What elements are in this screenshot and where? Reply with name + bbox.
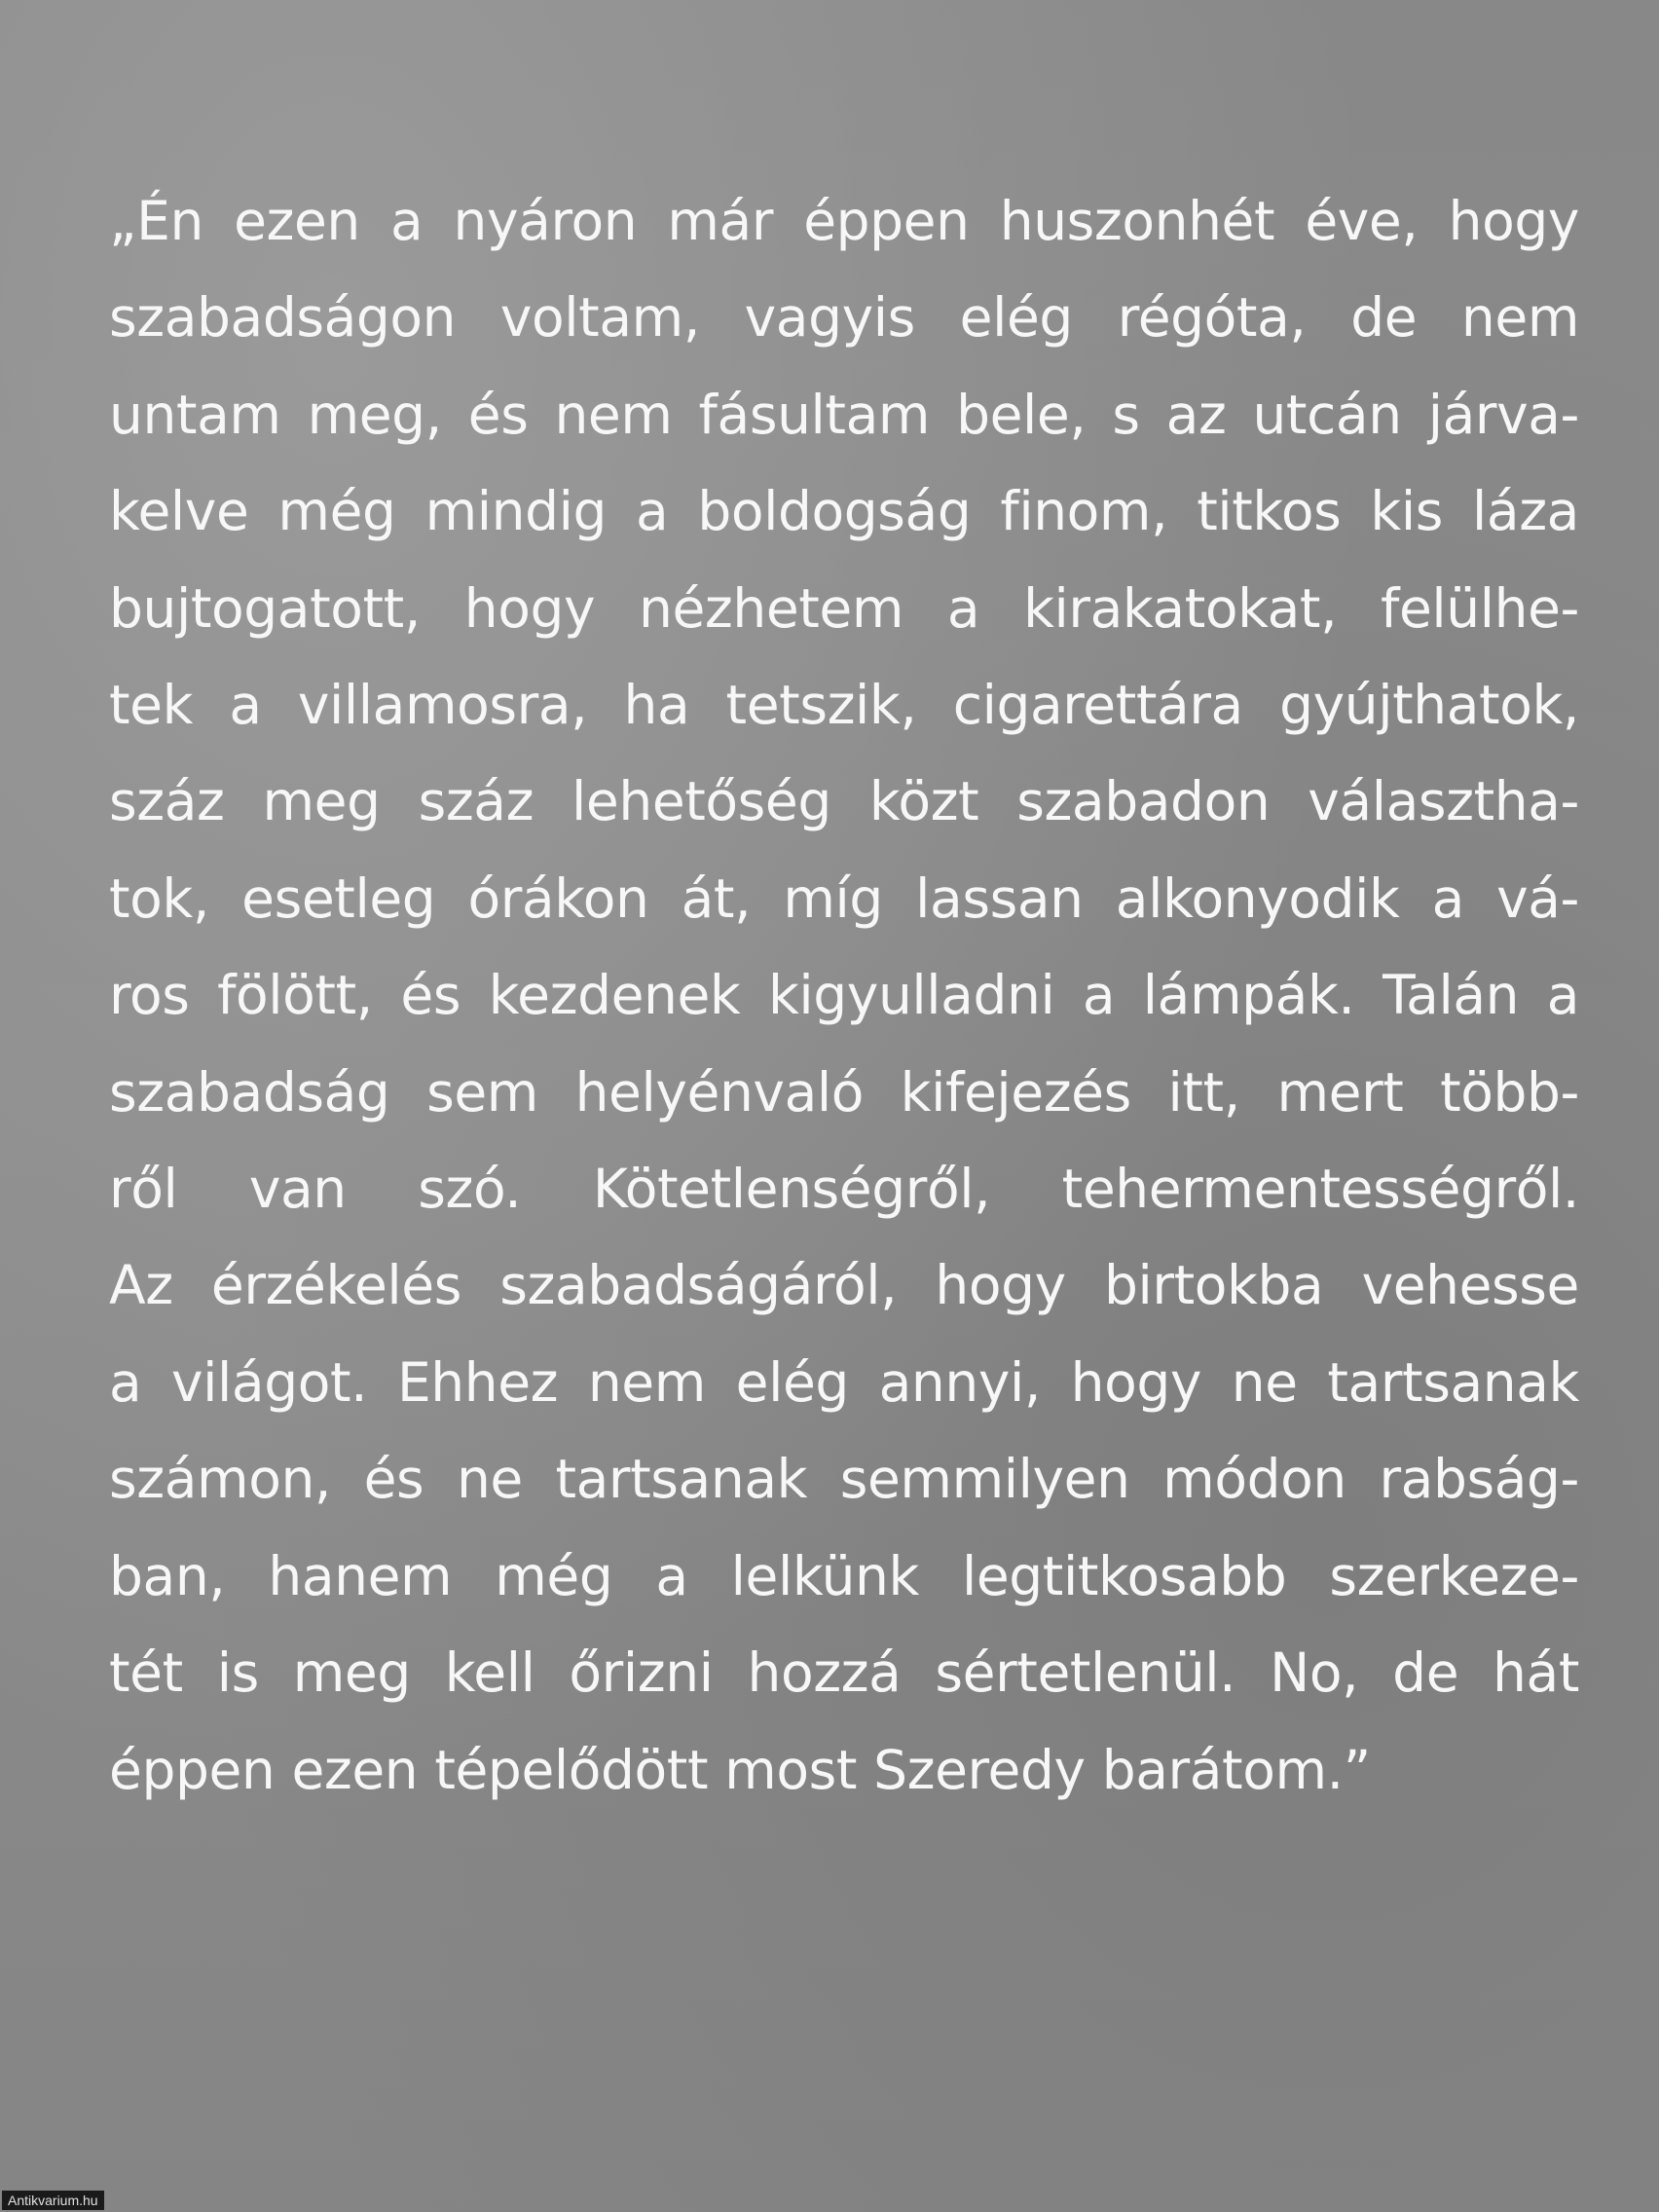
quote-line-11: ről van szó. Kötetlenségről, tehermentességről. [109,1158,1579,1221]
quote-line-17: éppen ezen tépelődött most Szeredy barátom.” [109,1738,1371,1801]
quote-line-14: számon, és ne tartsanak semmilyen módon rabság- [109,1448,1579,1511]
quote-line-3: untam meg, és nem fásultam bele, s az utcán járva- [109,383,1579,446]
quote-line-7: száz meg száz lehetőség közt szabadon választha- [109,770,1579,833]
quote-line-8: tok, esetleg órákon át, míg lassan alkonyodik a vá- [109,866,1579,930]
quote-text-block [109,173,1579,1819]
quote-line-1: „Én ezen a nyáron már éppen huszonhét éve, hogy [109,190,1579,252]
quote-line-6: tek a villamosra, ha tetszik, cigarettára gyújthatok, [109,674,1579,737]
quote-line-13: a világot. Ehhez nem elég annyi, hogy ne tartsanak [109,1350,1579,1414]
quote-line-15: ban, hanem még a lelkünk legtitkosabb szerkeze- [109,1544,1579,1607]
quote-line-2: szabadságon voltam, vagyis elég régóta, de nem [109,286,1579,350]
quote-line-9: ros fölött, és kezdenek kigyulladni a lámpák. Talán a [109,964,1579,1027]
watermark-label: Antikvarium.hu [2,2191,104,2210]
quote-line-16: tét is meg kell őrizni hozzá sértetlenül. No, de hát [109,1641,1579,1705]
quote-line-12: Az érzékelés szabadságáról, hogy birtokba vehesse [109,1254,1579,1317]
quote-line-4: kelve még mindig a boldogság finom, titkos kis láza [109,480,1579,543]
quote-line-5: bujtogatott, hogy nézhetem a kirakatokat, felülhe- [109,576,1579,640]
quote-line-10: szabadság sem helyénvaló kifejezés itt, mert több- [109,1060,1579,1124]
